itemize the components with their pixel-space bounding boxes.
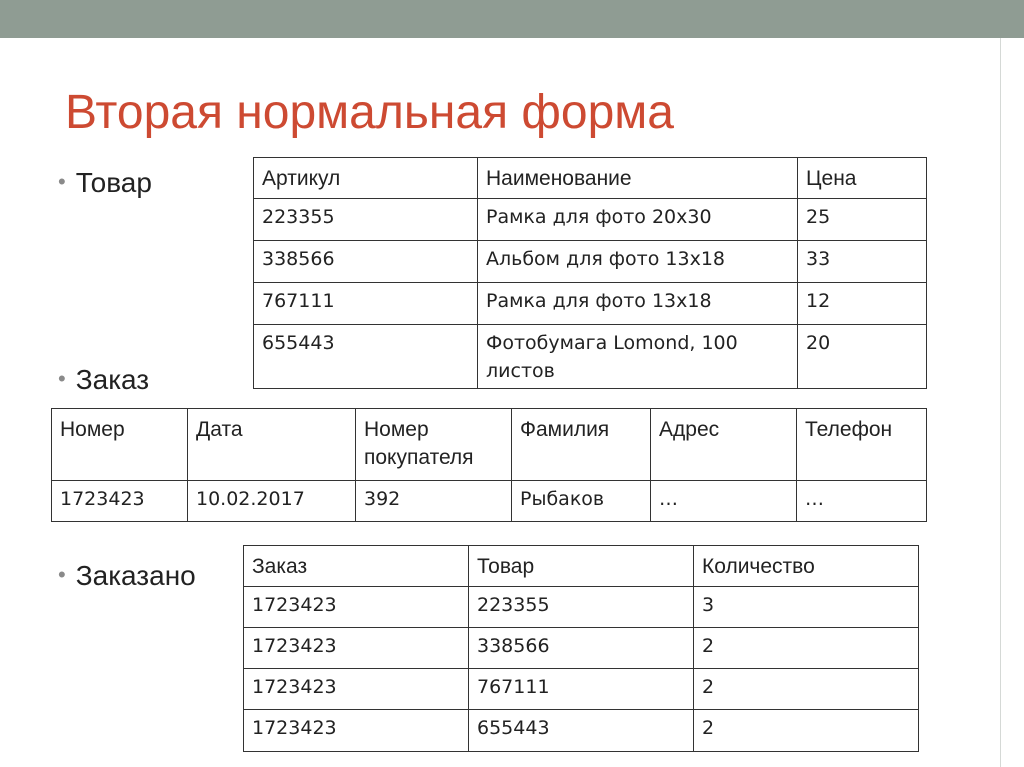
- header-cell: Товар: [469, 546, 694, 587]
- table-cell: 767111: [469, 669, 694, 710]
- header-cell: Дата: [188, 409, 356, 481]
- table-header-row: [244, 546, 919, 587]
- bullet-dot-icon: •: [58, 562, 66, 587]
- bullet-dot-icon: •: [58, 169, 66, 194]
- top-bar: [0, 0, 1024, 38]
- table-zakazano: [243, 545, 919, 752]
- table-cell: 392: [356, 481, 512, 522]
- table-cell: 338566: [254, 241, 478, 283]
- table-cell: 1723423: [244, 628, 469, 669]
- table-row: [244, 710, 919, 752]
- bullet-tovar: [58, 167, 152, 199]
- table-row: [244, 628, 919, 669]
- table-cell: 1723423: [244, 710, 469, 752]
- bullet-dot-icon: •: [58, 366, 66, 391]
- bullet-label: Заказ: [75, 364, 150, 395]
- table-cell: 223355: [469, 587, 694, 628]
- table-cell: …: [651, 481, 797, 522]
- header-cell: Телефон: [797, 409, 927, 481]
- header-cell: Заказ: [244, 546, 469, 587]
- table-cell: …: [797, 481, 927, 522]
- table-cell: 2: [694, 628, 919, 669]
- right-divider: [1000, 38, 1001, 767]
- table-row: [52, 481, 927, 522]
- table-cell: Фотобумага Lomond, 100 листов: [478, 325, 798, 389]
- table-row: [244, 669, 919, 710]
- header-cell: Фамилия: [512, 409, 651, 481]
- table-cell: 655443: [469, 710, 694, 752]
- table-header-row: [52, 409, 927, 481]
- table-cell: 338566: [469, 628, 694, 669]
- header-cell: Адрес: [651, 409, 797, 481]
- table-cell: Рыбаков: [512, 481, 651, 522]
- header-cell: Количество: [694, 546, 919, 587]
- bullet-zakazano: [58, 560, 196, 592]
- header-cell: Цена: [798, 158, 927, 199]
- table-row: [254, 283, 927, 325]
- table-cell: 3: [694, 587, 919, 628]
- header-cell: Номер покупателя: [356, 409, 512, 481]
- table-header-row: [254, 158, 927, 199]
- table-cell: 767111: [254, 283, 478, 325]
- table-row: [244, 587, 919, 628]
- bullet-zakaz: [58, 364, 149, 396]
- table-cell: 2: [694, 669, 919, 710]
- slide-title: Вторая нормальная форма: [65, 86, 674, 139]
- table-cell: 1723423: [52, 481, 188, 522]
- header-cell: Артикул: [254, 158, 478, 199]
- table-zakaz: [51, 408, 927, 522]
- table-cell: 20: [798, 325, 927, 389]
- table-cell: Рамка для фото 20х30: [478, 199, 798, 241]
- table-row: [254, 325, 927, 389]
- table-cell: 1723423: [244, 587, 469, 628]
- table-cell: Рамка для фото 13х18: [478, 283, 798, 325]
- table-tovar: [253, 157, 927, 389]
- header-cell: Номер: [52, 409, 188, 481]
- table-cell: 655443: [254, 325, 478, 389]
- table-cell: 25: [798, 199, 927, 241]
- table-cell: 2: [694, 710, 919, 752]
- table-cell: Альбом для фото 13х18: [478, 241, 798, 283]
- header-cell: Наименование: [478, 158, 798, 199]
- table-row: [254, 199, 927, 241]
- table-cell: 12: [798, 283, 927, 325]
- bullet-label: Заказано: [75, 560, 196, 591]
- table-cell: 33: [798, 241, 927, 283]
- table-cell: 10.02.2017: [188, 481, 356, 522]
- bullet-label: Товар: [75, 167, 152, 198]
- table-cell: 1723423: [244, 669, 469, 710]
- table-row: [254, 241, 927, 283]
- table-cell: 223355: [254, 199, 478, 241]
